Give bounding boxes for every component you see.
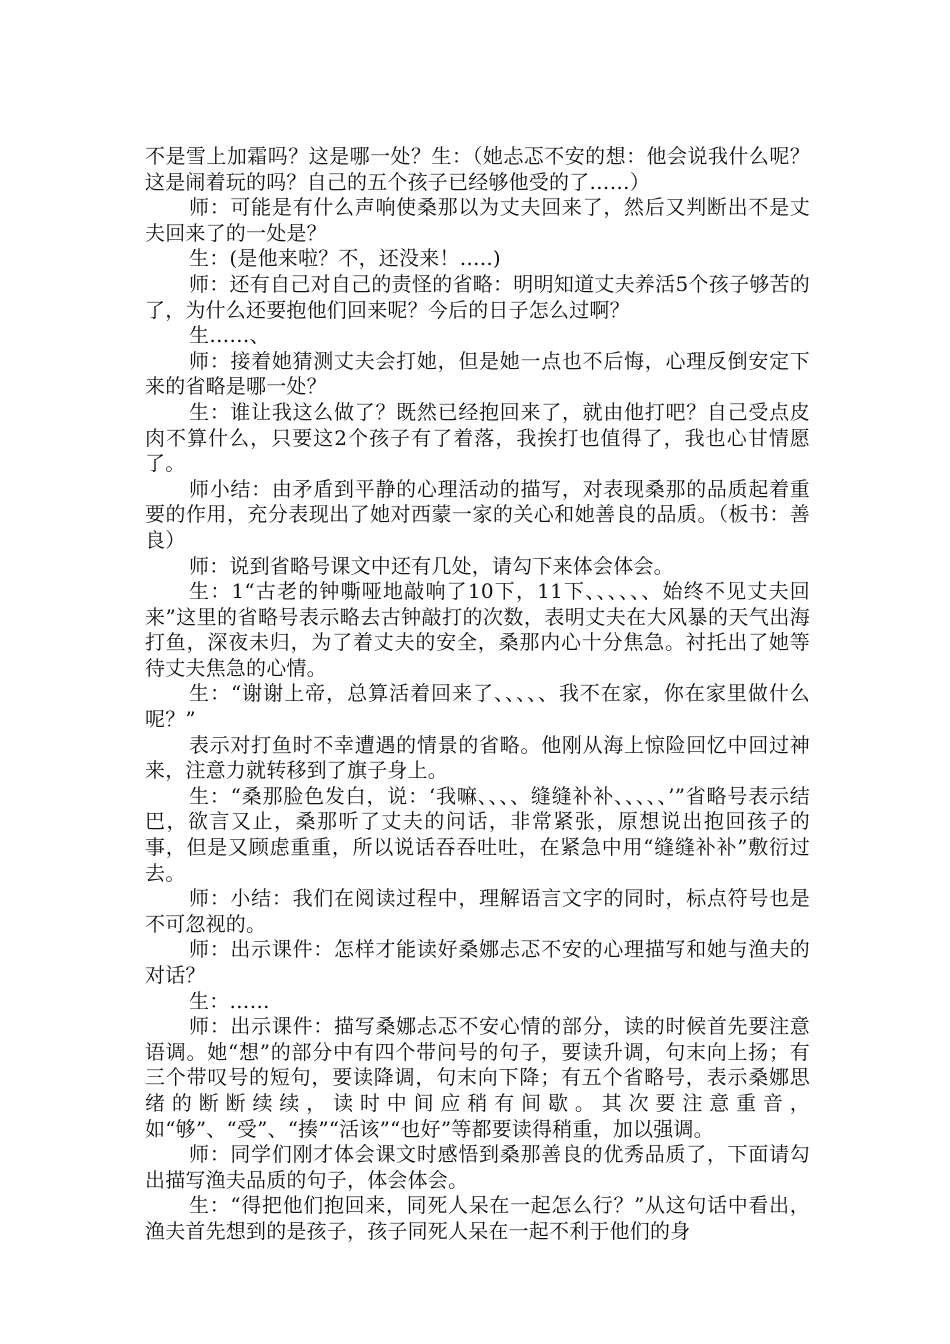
paragraph-1: 不是雪上加霜吗？这是哪一处？生：（她忐忑不安的想：他会说我什么呢？这是闹着玩的吗？自己的五个孩子已经够他受的了……）	[145, 144, 810, 194]
paragraph-10: 生：1“古老的钟嘶哑地敲响了10下，11下、、、、、、始终不见丈夫回来”这里的省略号表示略去古钟敲打的次数，表明丈夫在大风暴的天气出海打鱼，深夜未归，为了着丈夫的安全，桑那内心十分焦急。衬托出了她等待丈夫焦急的心情。	[145, 579, 810, 680]
paragraph-12: 表示对打鱼时不幸遭遇的情景的省略。他刚从海上惊险回忆中回过神来，注意力就转移到了旗子身上。	[145, 732, 810, 783]
document-page	[145, 144, 810, 1245]
paragraph-3: 生：(是他来啦？不，还没来！…..)	[189, 246, 501, 271]
paragraph-8: 师小结：由矛盾到平静的心理活动的描写，对表现桑那的品质起着重要的作用，充分表现出了她对西蒙一家的关心和她善良的品质。（板书：善良）	[145, 476, 810, 552]
paragraph-11: 生：“谢谢上帝，总算活着回来了、、、、、我不在家，你在家里做什么呢？”	[145, 681, 810, 732]
paragraph-9: 师：说到省略号课文中还有几处，请勾下来体会体会。	[189, 553, 674, 578]
paragraph-4: 师：还有自己对自己的责怪的省略：明明知道丈夫养活5个孩子够苦的了，为什么还要抱他们回来呢？今后的日子怎么过啊？	[145, 271, 810, 322]
paragraph-19: 生：“得把他们抱回来，同死人呆在一起怎么行？”从这句话中看出，渔夫首先想到的是孩子，孩子同死人呆在一起不利于他们的身	[145, 1193, 810, 1243]
paragraph-2: 师：可能是有什么声响使桑那以为丈夫回来了，然后又判断出不是丈夫回来了的一处是？	[145, 195, 810, 245]
paragraph-16: 生：……	[189, 988, 270, 1013]
paragraph-14: 师：小结：我们在阅读过程中，理解语言文字的同时，标点符号也是不可忽视的。	[145, 886, 810, 936]
paragraph-15: 师：出示课件：怎样才能读好桑娜忐忑不安的心理描写和她与渔夫的对话？	[145, 937, 810, 987]
paragraph-18: 师：同学们刚才体会课文时感悟到桑那善良的优秀品质了，下面请勾出描写渔夫品质的句子，体会体会。	[145, 1142, 810, 1192]
paragraph-6: 师：接着她猜测丈夫会打她，但是她一点也不后悔，心理反倒安定下来的省略是哪一处？	[145, 348, 810, 399]
paragraph-7: 生：谁让我这么做了？既然已经抱回来了，就由他打吧？自己受点皮肉不算什么，只要这2个孩子有了着落，我挨打也值得了，我也心甘情愿了。	[145, 399, 810, 476]
paragraph-13: 生：“桑那脸色发白，说：‘我嘛、、、、缝缝补补、、、、、’”省略号表示结巴，欲言又止，桑那听了丈夫的问话，非常紧张，原想说出抱回孩子的事，但是又顾虑重重，所以说话吞吞吐吐，在紧急中用“缝缝补补”敷衍过去。	[145, 783, 810, 885]
paragraph-5: 生……、	[189, 323, 270, 348]
paragraph-17: 师：出示课件：描写桑娜忐忑不安心情的部分，读的时候首先要注意语调。她“想”的部分中有四个带问号的句子，要读升调，句末向上扬；有三个带叹号的短句，要读降调，句末向下降；有五个省略号，表示桑娜思绪的断断续续，读时中间应稍有间歇。其次要注意重音，如“够”、“受”、“揍”“活该”“也好”等都要读得稍重，加以强调。	[145, 1014, 810, 1141]
